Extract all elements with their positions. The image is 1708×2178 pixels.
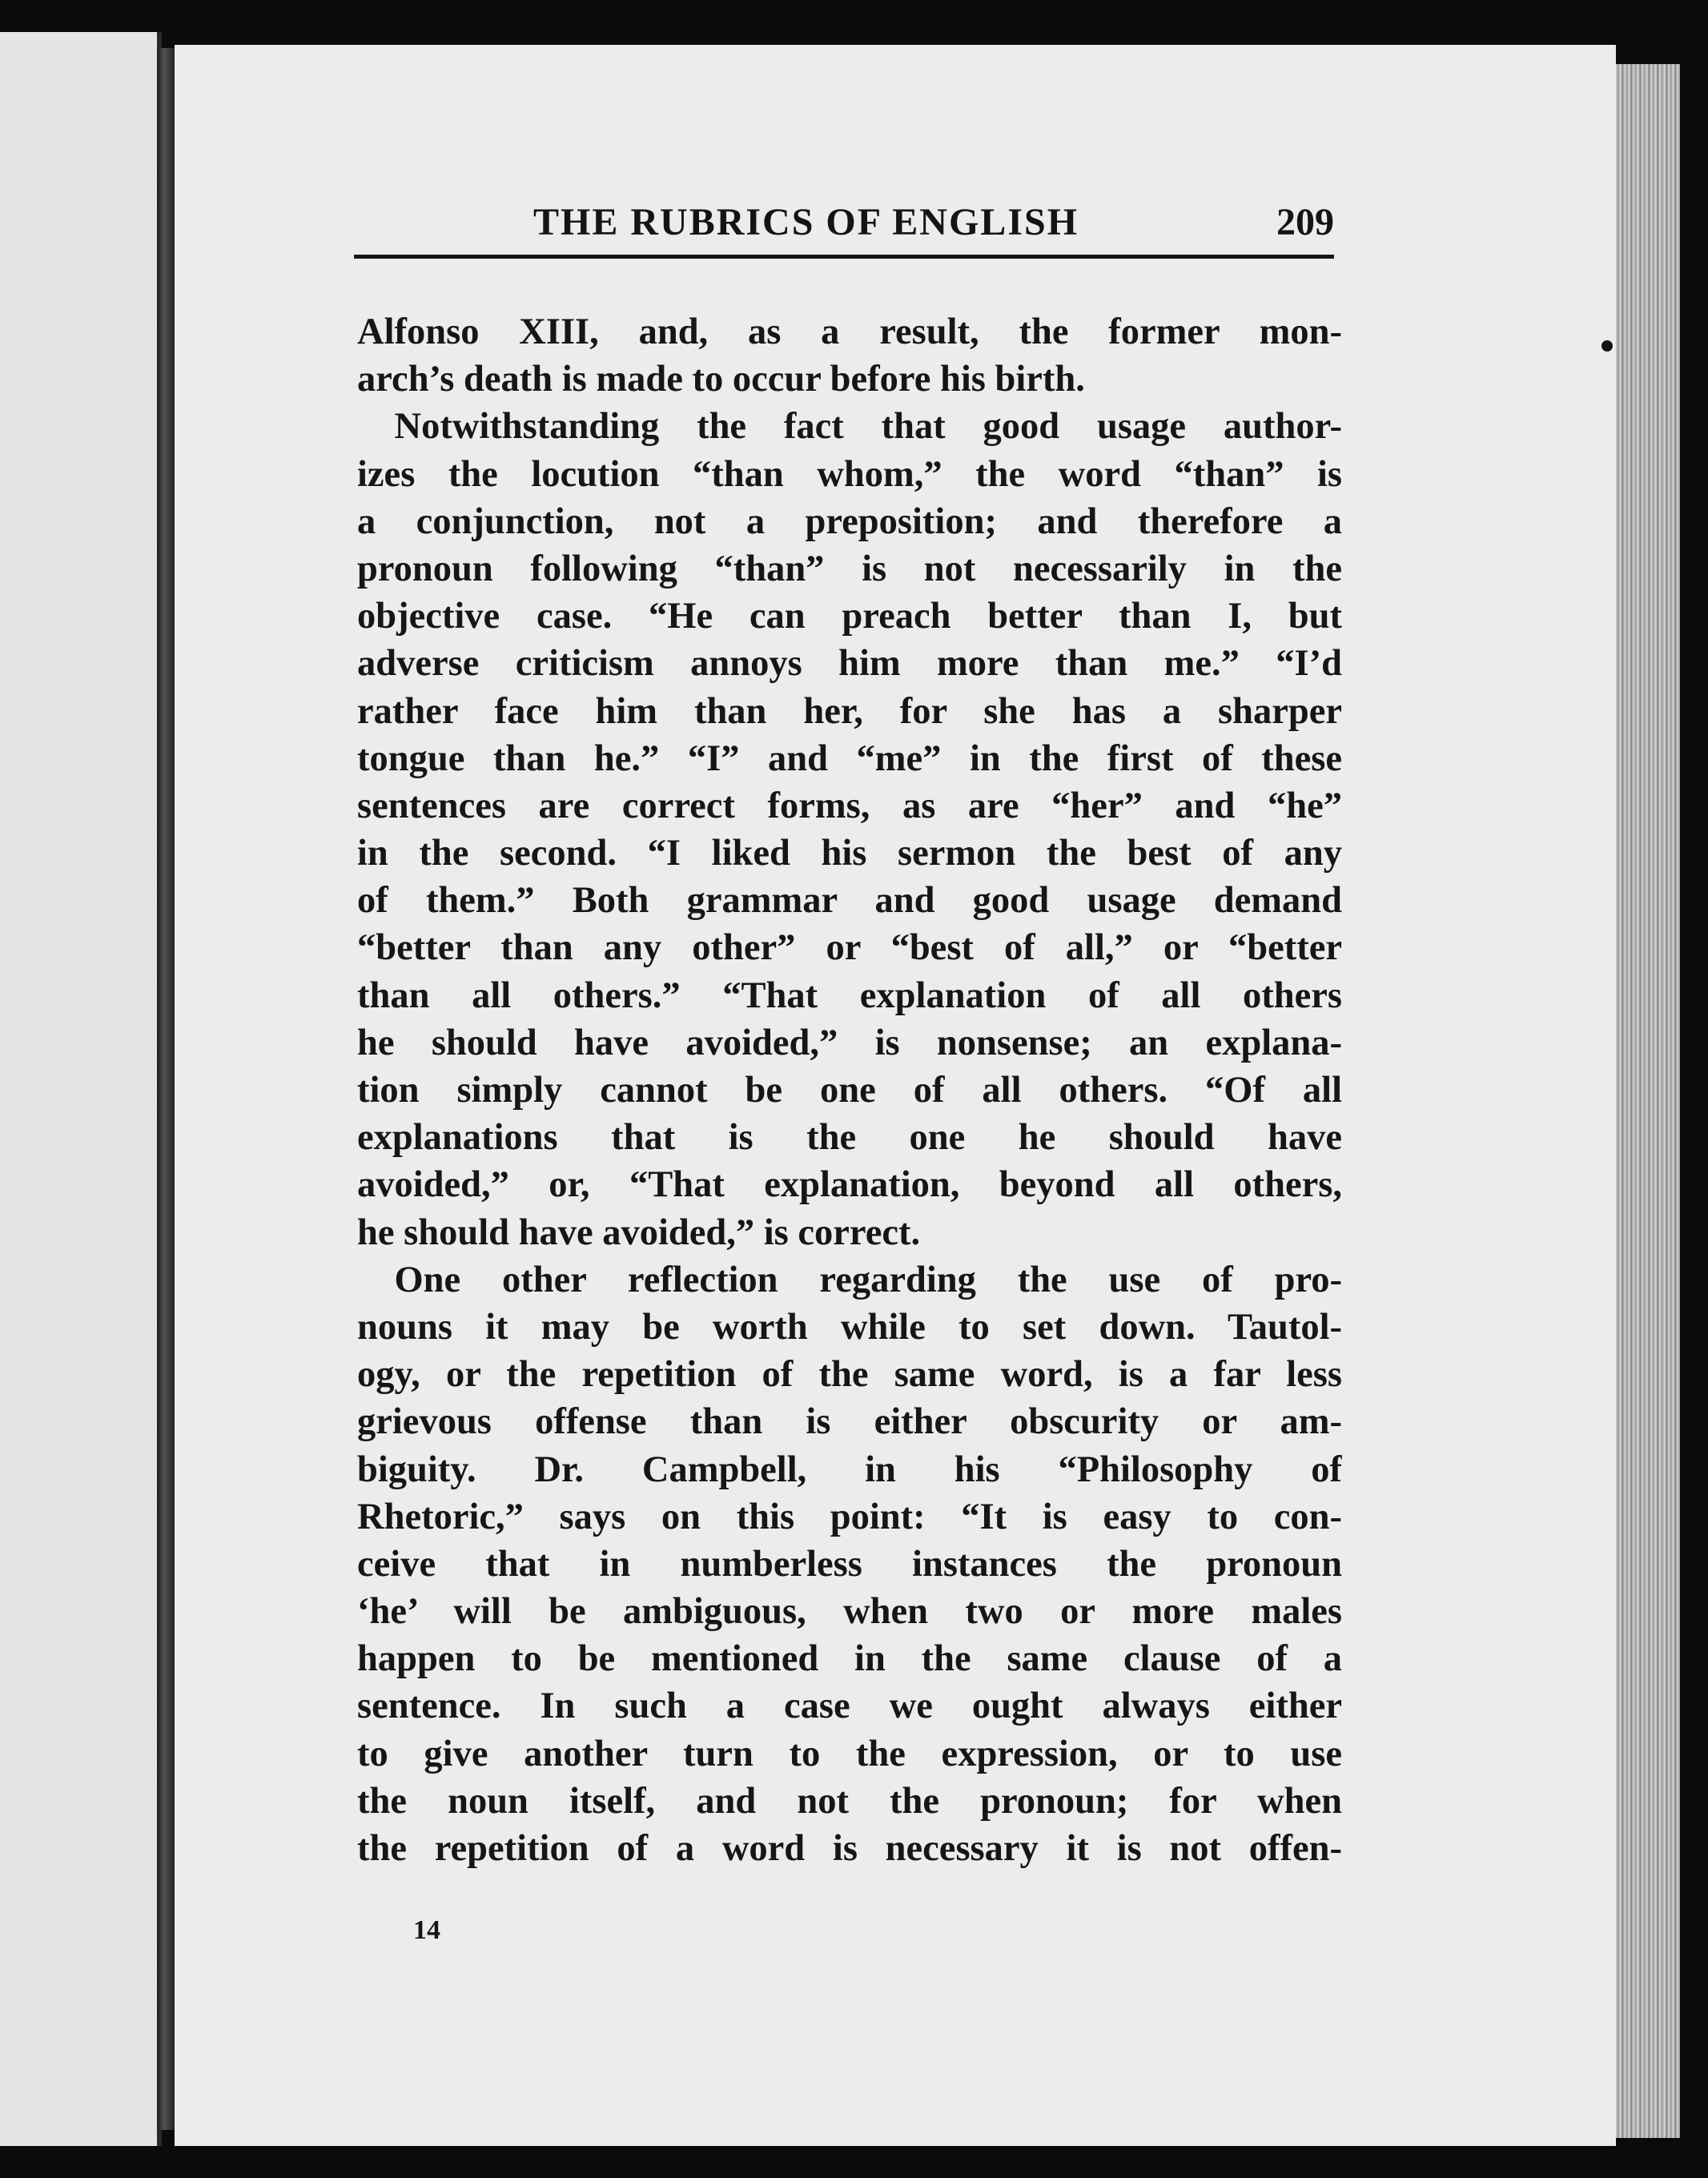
text-line: avoided,” or, “That explanation, beyond all others, <box>357 1164 1342 1206</box>
text-line: “better than any other” or “best of all,” or “better <box>357 927 1342 969</box>
text-line: of them.” Both grammar and good usage demand <box>357 880 1342 922</box>
page-stack-edge <box>1616 64 1680 2138</box>
text-line: Rhetoric,” says on this point: “It is easy to con- <box>357 1496 1342 1537</box>
book-gutter <box>157 48 175 2130</box>
signature-mark: 14 <box>413 1915 440 1945</box>
text-line: tongue than he.” “I” and “me” in the first of these <box>357 737 1342 779</box>
text-line: arch’s death is made to occur before his birth. <box>357 359 1085 400</box>
text-line: tion simply cannot be one of all others. “Of all <box>357 1070 1342 1111</box>
page-header <box>352 200 1334 256</box>
text-line: Notwithstanding the fact that good usage author- <box>357 406 1342 448</box>
text-line: to give another turn to the expression, or to use <box>357 1733 1342 1774</box>
header-rule <box>354 255 1334 259</box>
text-line: explanations that is the one he should have <box>357 1117 1342 1159</box>
text-line: sentence. In such a case we ought always either <box>357 1686 1342 1727</box>
text-line: he should have avoided,” is nonsense; an explana- <box>357 1022 1342 1063</box>
text-line: happen to be mentioned in the same clause of a <box>357 1638 1342 1680</box>
text-line: a conjunction, not a preposition; and therefore a <box>357 500 1342 542</box>
running-title: THE RUBRICS OF ENGLISH <box>533 201 1079 243</box>
text-line: the repetition of a word is necessary it is not offen- <box>357 1828 1342 1869</box>
text-line: adverse criticism annoys him more than me.” “I’d <box>357 643 1342 685</box>
text-line: objective case. “He can preach better than I, but <box>357 596 1342 637</box>
text-line: izes the locution “than whom,” the word “than” is <box>357 453 1342 495</box>
text-line: biguity. Dr. Campbell, in his “Philosophy of <box>357 1449 1342 1490</box>
margin-dot <box>1602 340 1613 352</box>
text-line: rather face him than her, for she has a sharper <box>357 690 1342 732</box>
text-line: ceive that in numberless instances the pronoun <box>357 1543 1342 1585</box>
facing-page <box>0 32 162 2146</box>
body-text <box>357 308 1342 1872</box>
text-line: pronoun following “than” is not necessarily in the <box>357 548 1342 589</box>
text-line: ‘he’ will be ambiguous, when two or more males <box>357 1591 1342 1633</box>
text-line: the noun itself, and not the pronoun; for when <box>357 1780 1342 1822</box>
text-line: One other reflection regarding the use of pro- <box>357 1259 1342 1300</box>
page-number: 209 <box>1276 201 1334 243</box>
text-line: nouns it may be worth while to set down. Tautol- <box>357 1306 1342 1348</box>
text-line: Alfonso XIII, and, as a result, the former mon- <box>357 311 1342 352</box>
text-line: grievous offense than is either obscurity or am- <box>357 1401 1342 1443</box>
text-line: in the second. “I liked his sermon the best of any <box>357 833 1342 874</box>
text-line: than all others.” “That explanation of all others <box>357 974 1342 1016</box>
text-line: ogy, or the repetition of the same word, is a far less <box>357 1354 1342 1396</box>
text-line: he should have avoided,” is correct. <box>357 1212 921 1253</box>
text-line: sentences are correct forms, as are “her” and “he” <box>357 785 1342 826</box>
